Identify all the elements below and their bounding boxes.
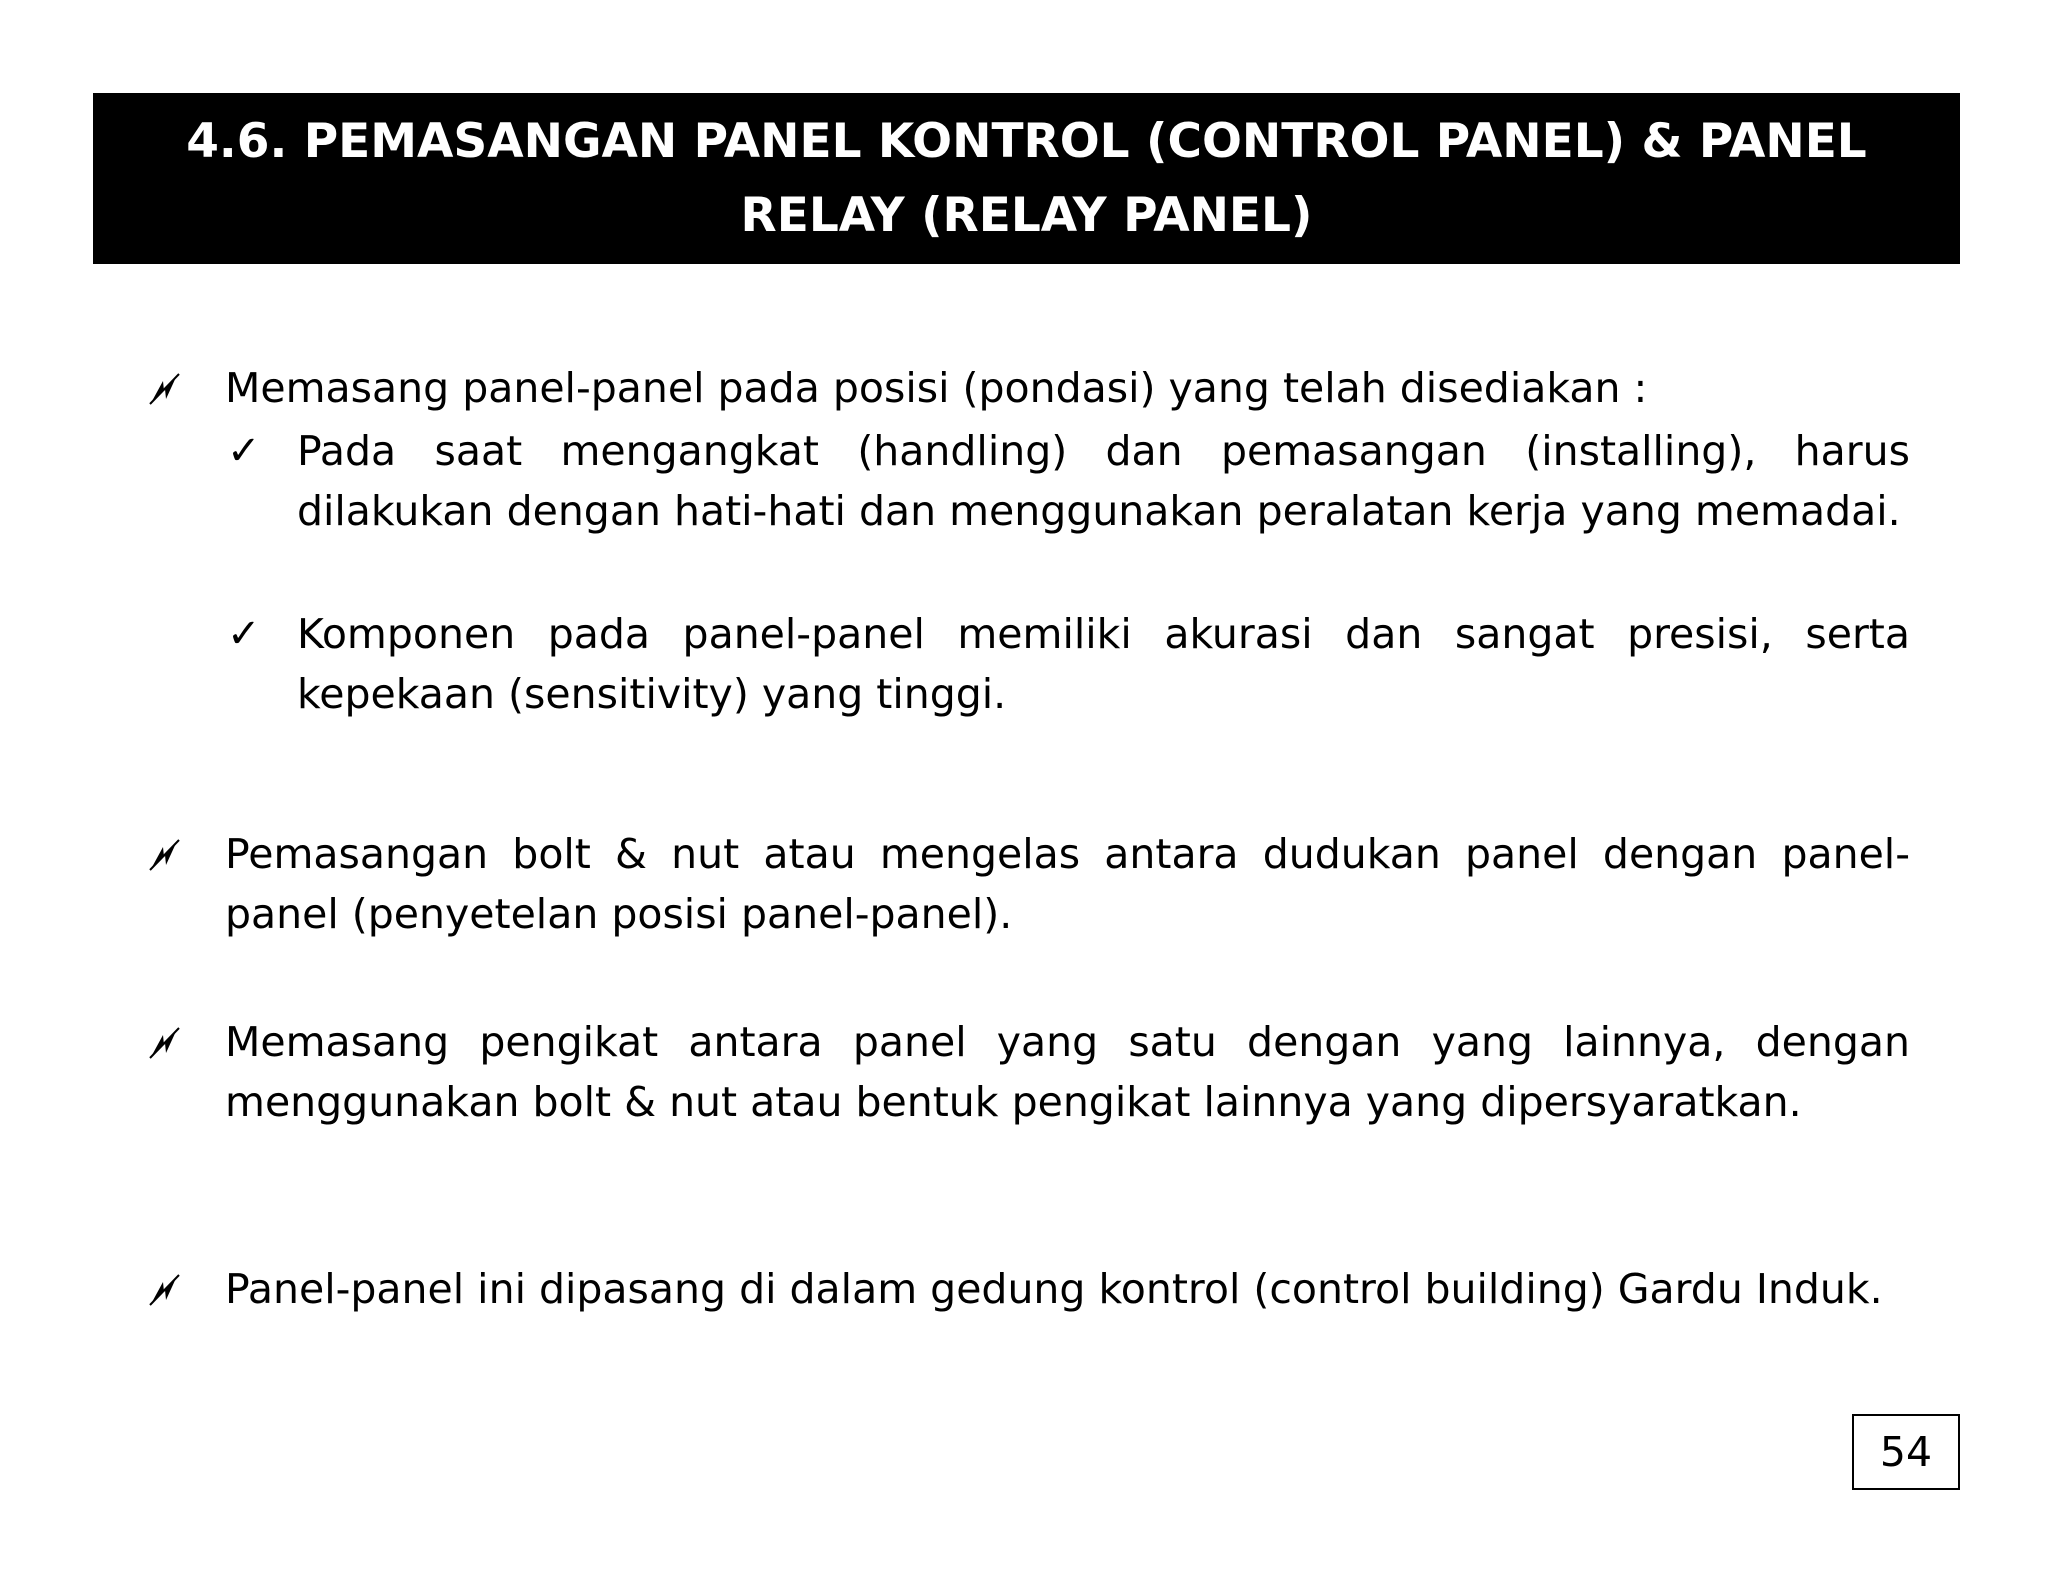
bullet-text: Pemasangan bolt & nut atau mengelas antara dudukan panel dengan panel-panel (penyetelan posisi panel-panel). — [225, 830, 1910, 938]
lightning-bolt-icon — [148, 372, 182, 406]
lightning-bolt-icon — [148, 838, 182, 872]
checkmark-icon: ✓ — [227, 611, 261, 657]
checkmark-icon: ✓ — [227, 428, 261, 474]
lightning-bolt-icon — [148, 1273, 182, 1307]
section-heading-line-1: 4.6. PEMASANGAN PANEL KONTROL (CONTROL PANEL) & PANEL — [186, 113, 1867, 169]
section-heading-line-2: RELAY (RELAY PANEL) — [740, 187, 1313, 243]
bullet-text: Memasang pengikat antara panel yang satu dengan yang lainnya, dengan menggunakan bolt & nut atau bentuk pengikat lainnya yang dipersyaratkan. — [225, 1018, 1910, 1126]
section-heading-bar — [93, 93, 1960, 264]
sub-item-text: Komponen pada panel-panel memiliki akurasi dan sangat presisi, serta kepekaan (sensitivity) yang tinggi. — [297, 610, 1910, 718]
bullet-text: Memasang panel-panel pada posisi (pondasi) yang telah disediakan : — [225, 364, 1648, 412]
lightning-bolt-icon — [148, 1026, 182, 1060]
sub-item-text: Pada saat mengangkat (handling) dan pemasangan (installing), harus dilakukan dengan hati-hati dan menggunakan peralatan kerja yang memadai. — [297, 427, 1910, 535]
page-number: 54 — [1852, 1414, 1960, 1490]
bullet-text: Panel-panel ini dipasang di dalam gedung kontrol (control building) Gardu Induk. — [225, 1265, 1883, 1313]
